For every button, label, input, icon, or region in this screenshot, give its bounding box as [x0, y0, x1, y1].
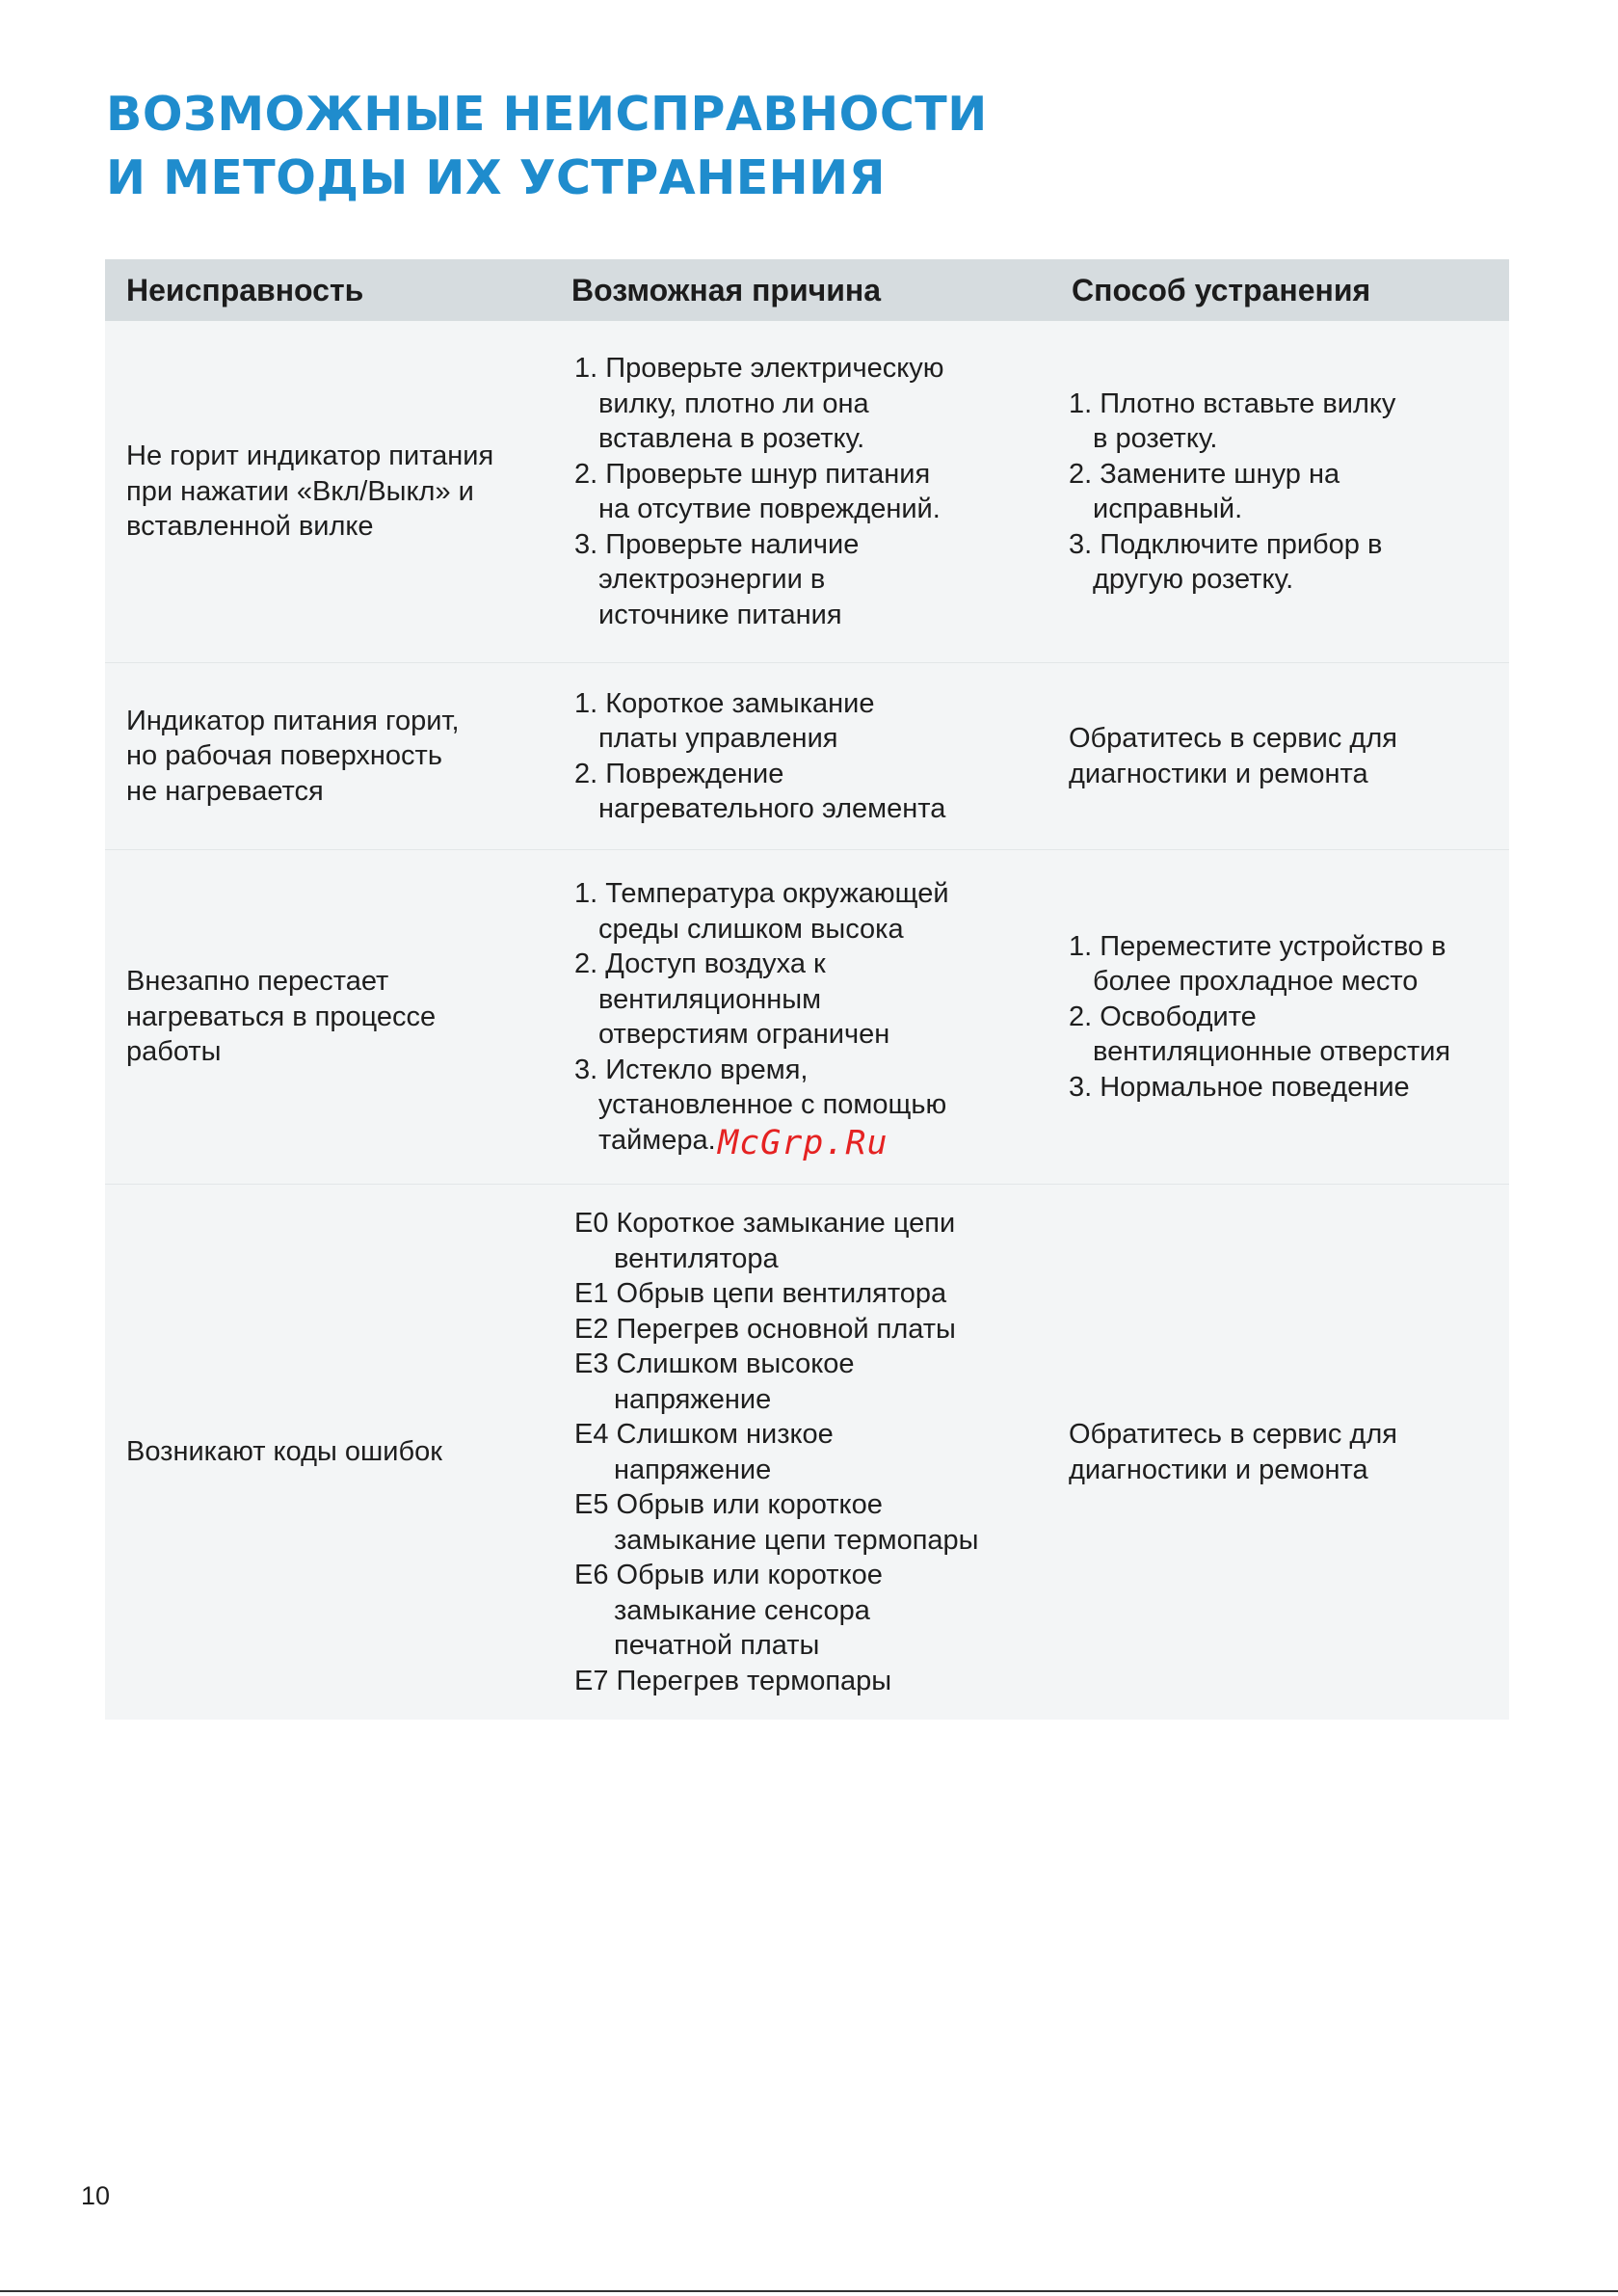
list-item: E6 Обрыв или короткое замыкание сенсора печатной платы: [574, 1560, 883, 1661]
page-title-line-2: И МЕТОДЫ ИХ УСТРАНЕНИЯ: [106, 150, 886, 205]
remedy-cell: [1069, 850, 1507, 1184]
table-row: [105, 663, 1509, 850]
list-item: E0 Короткое замыкание цепи вентилятора: [574, 1208, 956, 1274]
list-item: 3. Подключите прибор в другую розетку.: [1069, 528, 1383, 595]
header-remedy: Способ устранения: [1072, 273, 1371, 307]
table-header: [105, 259, 1509, 321]
list-item: 1. Короткое замыкание платы управления: [574, 687, 875, 754]
list-item: E3 Слишком высокое напряжение: [574, 1348, 855, 1415]
list-item: 2. Повреждение нагревательного элемента: [574, 758, 946, 824]
cause-list: [574, 686, 945, 827]
remedy-list: [1069, 929, 1450, 1106]
list-item: 2. Доступ воздуха к вентиляционным отверстиям ограничен: [574, 948, 890, 1050]
header-fault: Неисправность: [126, 273, 364, 307]
remedy-text: Обратитесь в сервис для диагностики и ремонта: [1069, 723, 1397, 789]
page-title: [106, 83, 1262, 210]
fault-cell: [126, 663, 550, 849]
fault-text: Индикатор питания горит, но рабочая поверхность не нагревается: [126, 705, 460, 807]
list-item: 3. Проверьте наличие электроэнергии в источнике питания: [574, 528, 860, 630]
list-item: E7 Перегрев термопары: [574, 1665, 892, 1696]
remedy-cell: [1069, 321, 1507, 662]
cause-list: [574, 351, 944, 632]
fault-text: Возникают коды ошибок: [126, 1436, 442, 1468]
table-row: [105, 321, 1509, 663]
table-row: [105, 1185, 1509, 1720]
fault-text: Внезапно перестает нагреваться в процессе работы: [126, 966, 437, 1068]
list-item: E1 Обрыв цепи вентилятора: [574, 1278, 947, 1309]
list-item: 3. Нормальное поведение: [1069, 1071, 1410, 1103]
remedy-cell: [1069, 663, 1507, 849]
fault-cell: [126, 1185, 550, 1720]
list-item: 2. Проверьте шнур питания на отсутвие повреждений.: [574, 458, 941, 524]
list-item: E5 Обрыв или короткое замыкание цепи термопары: [574, 1489, 979, 1556]
cause-list: [574, 876, 949, 1158]
cause-cell: [574, 1185, 1095, 1720]
list-item: 2. Замените шнур на исправный.: [1069, 458, 1340, 524]
fault-text: Не горит индикатор питания при нажатии «Вкл/Выкл» и вставленной вилке: [126, 441, 494, 543]
page-number: 10: [81, 2181, 111, 2210]
fault-cell: [126, 321, 550, 662]
list-item: E2 Перегрев основной платы: [574, 1313, 956, 1345]
fault-cell: [126, 850, 550, 1184]
watermark: McGrp.Ru: [718, 1124, 889, 1162]
list-item: 1. Плотно вставьте вилку в розетку.: [1069, 387, 1396, 454]
list-item: 2. Освободите вентиляционные отверстия: [1069, 1001, 1451, 1068]
remedy-cell: [1069, 1185, 1507, 1720]
cause-cell: [574, 321, 1095, 662]
list-item: E4 Слишком низкое напряжение: [574, 1419, 834, 1485]
remedy-list: [1069, 387, 1395, 598]
list-item: 1. Температура окружающей среды слишком высока: [574, 878, 949, 945]
page-bottom-rule: [0, 2290, 1618, 2292]
list-item: 1. Проверьте электрическую вилку, плотно ли она вставлена в розетку.: [574, 353, 944, 454]
header-cause: Возможная причина: [571, 273, 882, 307]
troubleshooting-table: [105, 259, 1509, 1720]
list-item: 1. Переместите устройство в более прохладное место: [1069, 930, 1446, 998]
error-code-list: [574, 1206, 979, 1698]
list-item: 3. Истекло время, установленное с помощью таймера.: [574, 1054, 947, 1156]
remedy-text: Обратитесь в сервис для диагностики и ремонта: [1069, 1419, 1397, 1485]
page-title-line-1: ВОЗМОЖНЫЕ НЕИСПРАВНОСТИ: [106, 87, 988, 142]
cause-cell: [574, 663, 1095, 849]
